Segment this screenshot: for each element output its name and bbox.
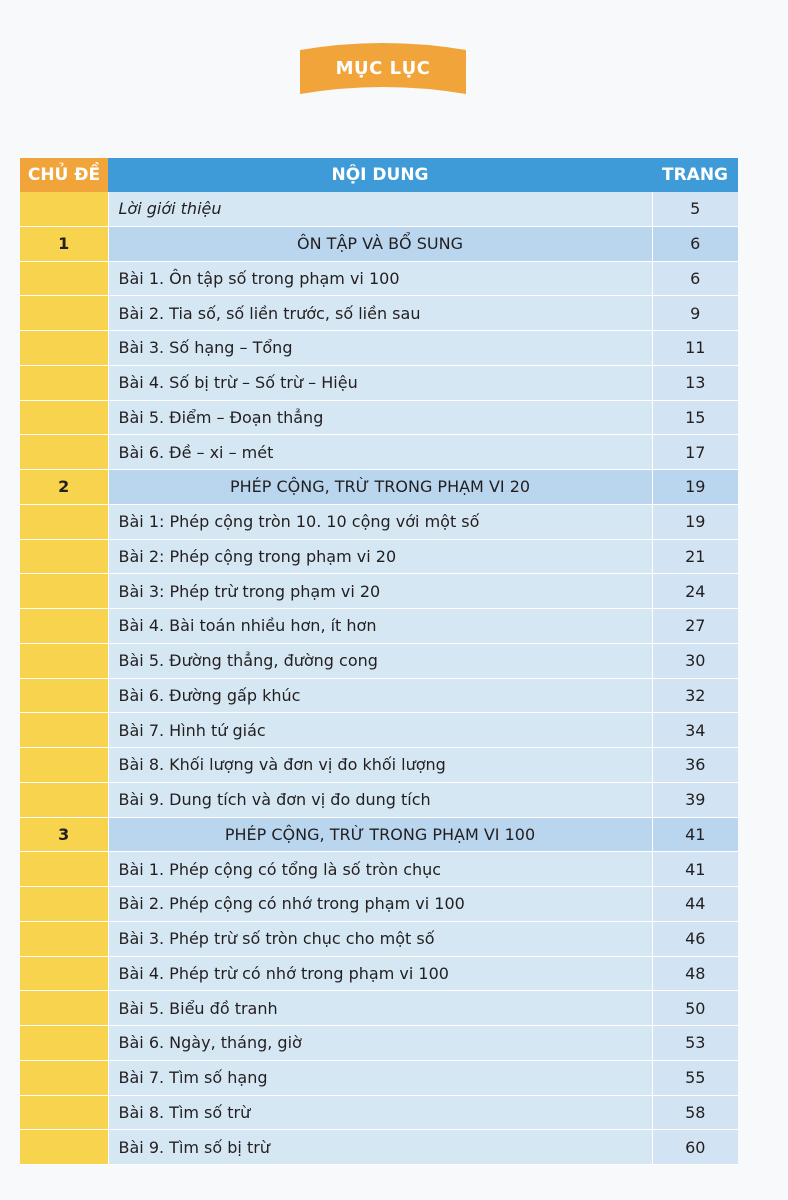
topic-number (20, 643, 108, 678)
lesson-title: Lời giới thiệu (108, 192, 652, 226)
page-number: 21 (652, 539, 738, 574)
lesson-row (20, 782, 738, 817)
lesson-row (20, 435, 738, 470)
topic-title: PHÉP CỘNG, TRỪ TRONG PHẠM VI 20 (108, 470, 652, 505)
lesson-row (20, 1026, 738, 1061)
page-number: 6 (652, 261, 738, 296)
topic-number (20, 1060, 108, 1095)
topic-row (20, 817, 738, 852)
lesson-title: Bài 4. Phép trừ có nhớ trong phạm vi 100 (108, 956, 652, 991)
topic-number (20, 956, 108, 991)
topic-number (20, 748, 108, 783)
lesson-title: Bài 1. Phép cộng có tổng là số tròn chục (108, 852, 652, 887)
page-number: 19 (652, 504, 738, 539)
lesson-title: Bài 2: Phép cộng trong phạm vi 20 (108, 539, 652, 574)
lesson-row (20, 956, 738, 991)
topic-number (20, 574, 108, 609)
lesson-row (20, 748, 738, 783)
lesson-row (20, 1060, 738, 1095)
lesson-row (20, 331, 738, 366)
lesson-title: Bài 4. Số bị trừ – Số trừ – Hiệu (108, 365, 652, 400)
lesson-title: Bài 1. Ôn tập số trong phạm vi 100 (108, 261, 652, 296)
lesson-title: Bài 8. Tìm số trừ (108, 1095, 652, 1130)
topic-number (20, 504, 108, 539)
header-topic: CHỦ ĐỀ (20, 158, 108, 192)
topic-number (20, 921, 108, 956)
lesson-title: Bài 2. Tia số, số liền trước, số liền sau (108, 296, 652, 331)
lesson-title: Bài 9. Dung tích và đơn vị đo dung tích (108, 782, 652, 817)
topic-number (20, 435, 108, 470)
lesson-title: Bài 7. Hình tứ giác (108, 713, 652, 748)
topic-number (20, 1026, 108, 1061)
lesson-row (20, 365, 738, 400)
lesson-row (20, 574, 738, 609)
topic-number: 1 (20, 226, 108, 261)
lesson-row (20, 921, 738, 956)
lesson-title: Bài 9. Tìm số bị trừ (108, 1130, 652, 1165)
lesson-row (20, 539, 738, 574)
topic-number (20, 1130, 108, 1165)
topic-title: PHÉP CỘNG, TRỪ TRONG PHẠM VI 100 (108, 817, 652, 852)
page-number: 41 (652, 852, 738, 887)
topic-number (20, 365, 108, 400)
toc-body (20, 192, 738, 1165)
toc-table (20, 158, 738, 1165)
lesson-row (20, 296, 738, 331)
topic-number (20, 192, 108, 226)
topic-number (20, 991, 108, 1026)
page-number: 9 (652, 296, 738, 331)
header-page: TRANG (652, 158, 738, 192)
topic-number (20, 296, 108, 331)
lesson-title: Bài 2. Phép cộng có nhớ trong phạm vi 100 (108, 887, 652, 922)
page-number: 55 (652, 1060, 738, 1095)
page-number: 27 (652, 609, 738, 644)
page-number: 17 (652, 435, 738, 470)
page-number: 44 (652, 887, 738, 922)
lesson-row (20, 609, 738, 644)
topic-number (20, 887, 108, 922)
topic-number (20, 609, 108, 644)
page-title: MỤC LỤC (335, 57, 431, 79)
topic-row (20, 470, 738, 505)
page-number: 46 (652, 921, 738, 956)
header-content: NỘI DUNG (108, 158, 652, 192)
page-number: 15 (652, 400, 738, 435)
lesson-title: Bài 3. Phép trừ số tròn chục cho một số (108, 921, 652, 956)
page-number: 24 (652, 574, 738, 609)
lesson-title: Bài 5. Điểm – Đoạn thẳng (108, 400, 652, 435)
page-number: 30 (652, 643, 738, 678)
topic-row (20, 226, 738, 261)
lesson-title: Bài 3: Phép trừ trong phạm vi 20 (108, 574, 652, 609)
lesson-row (20, 400, 738, 435)
topic-number: 2 (20, 470, 108, 505)
lesson-row (20, 991, 738, 1026)
lesson-row (20, 1130, 738, 1165)
topic-number (20, 713, 108, 748)
page-number: 5 (652, 192, 738, 226)
lesson-title: Bài 5. Đường thẳng, đường cong (108, 643, 652, 678)
lesson-title: Bài 3. Số hạng – Tổng (108, 331, 652, 366)
topic-number (20, 261, 108, 296)
topic-title: ÔN TẬP VÀ BỔ SUNG (108, 226, 652, 261)
page-number: 36 (652, 748, 738, 783)
lesson-title: Bài 6. Đề – xi – mét (108, 435, 652, 470)
page-number: 13 (652, 365, 738, 400)
lesson-row (20, 1095, 738, 1130)
lesson-row (20, 504, 738, 539)
lesson-title: Bài 1: Phép cộng tròn 10. 10 cộng với một số (108, 504, 652, 539)
lesson-title: Bài 4. Bài toán nhiều hơn, ít hơn (108, 609, 652, 644)
page-number: 50 (652, 991, 738, 1026)
page-number: 34 (652, 713, 738, 748)
topic-number (20, 782, 108, 817)
page-number: 6 (652, 226, 738, 261)
topic-number (20, 331, 108, 366)
page-number: 19 (652, 470, 738, 505)
lesson-title: Bài 7. Tìm số hạng (108, 1060, 652, 1095)
lesson-row (20, 643, 738, 678)
topic-number (20, 400, 108, 435)
title-banner (296, 40, 470, 100)
topic-number (20, 539, 108, 574)
lesson-title: Bài 5. Biểu đồ tranh (108, 991, 652, 1026)
page-number: 58 (652, 1095, 738, 1130)
lesson-title: Bài 6. Đường gấp khúc (108, 678, 652, 713)
page-number: 60 (652, 1130, 738, 1165)
page-number: 39 (652, 782, 738, 817)
lesson-title: Bài 8. Khối lượng và đơn vị đo khối lượng (108, 748, 652, 783)
lesson-row (20, 261, 738, 296)
page-number: 11 (652, 331, 738, 366)
topic-number (20, 678, 108, 713)
lesson-row (20, 852, 738, 887)
page-number: 48 (652, 956, 738, 991)
page-number: 32 (652, 678, 738, 713)
lesson-row (20, 678, 738, 713)
lesson-row (20, 713, 738, 748)
topic-number: 3 (20, 817, 108, 852)
topic-number (20, 852, 108, 887)
lesson-row (20, 887, 738, 922)
page-number: 53 (652, 1026, 738, 1061)
toc-header-row (20, 158, 738, 192)
lesson-title: Bài 6. Ngày, tháng, giờ (108, 1026, 652, 1061)
page-number: 41 (652, 817, 738, 852)
intro-row (20, 192, 738, 226)
topic-number (20, 1095, 108, 1130)
